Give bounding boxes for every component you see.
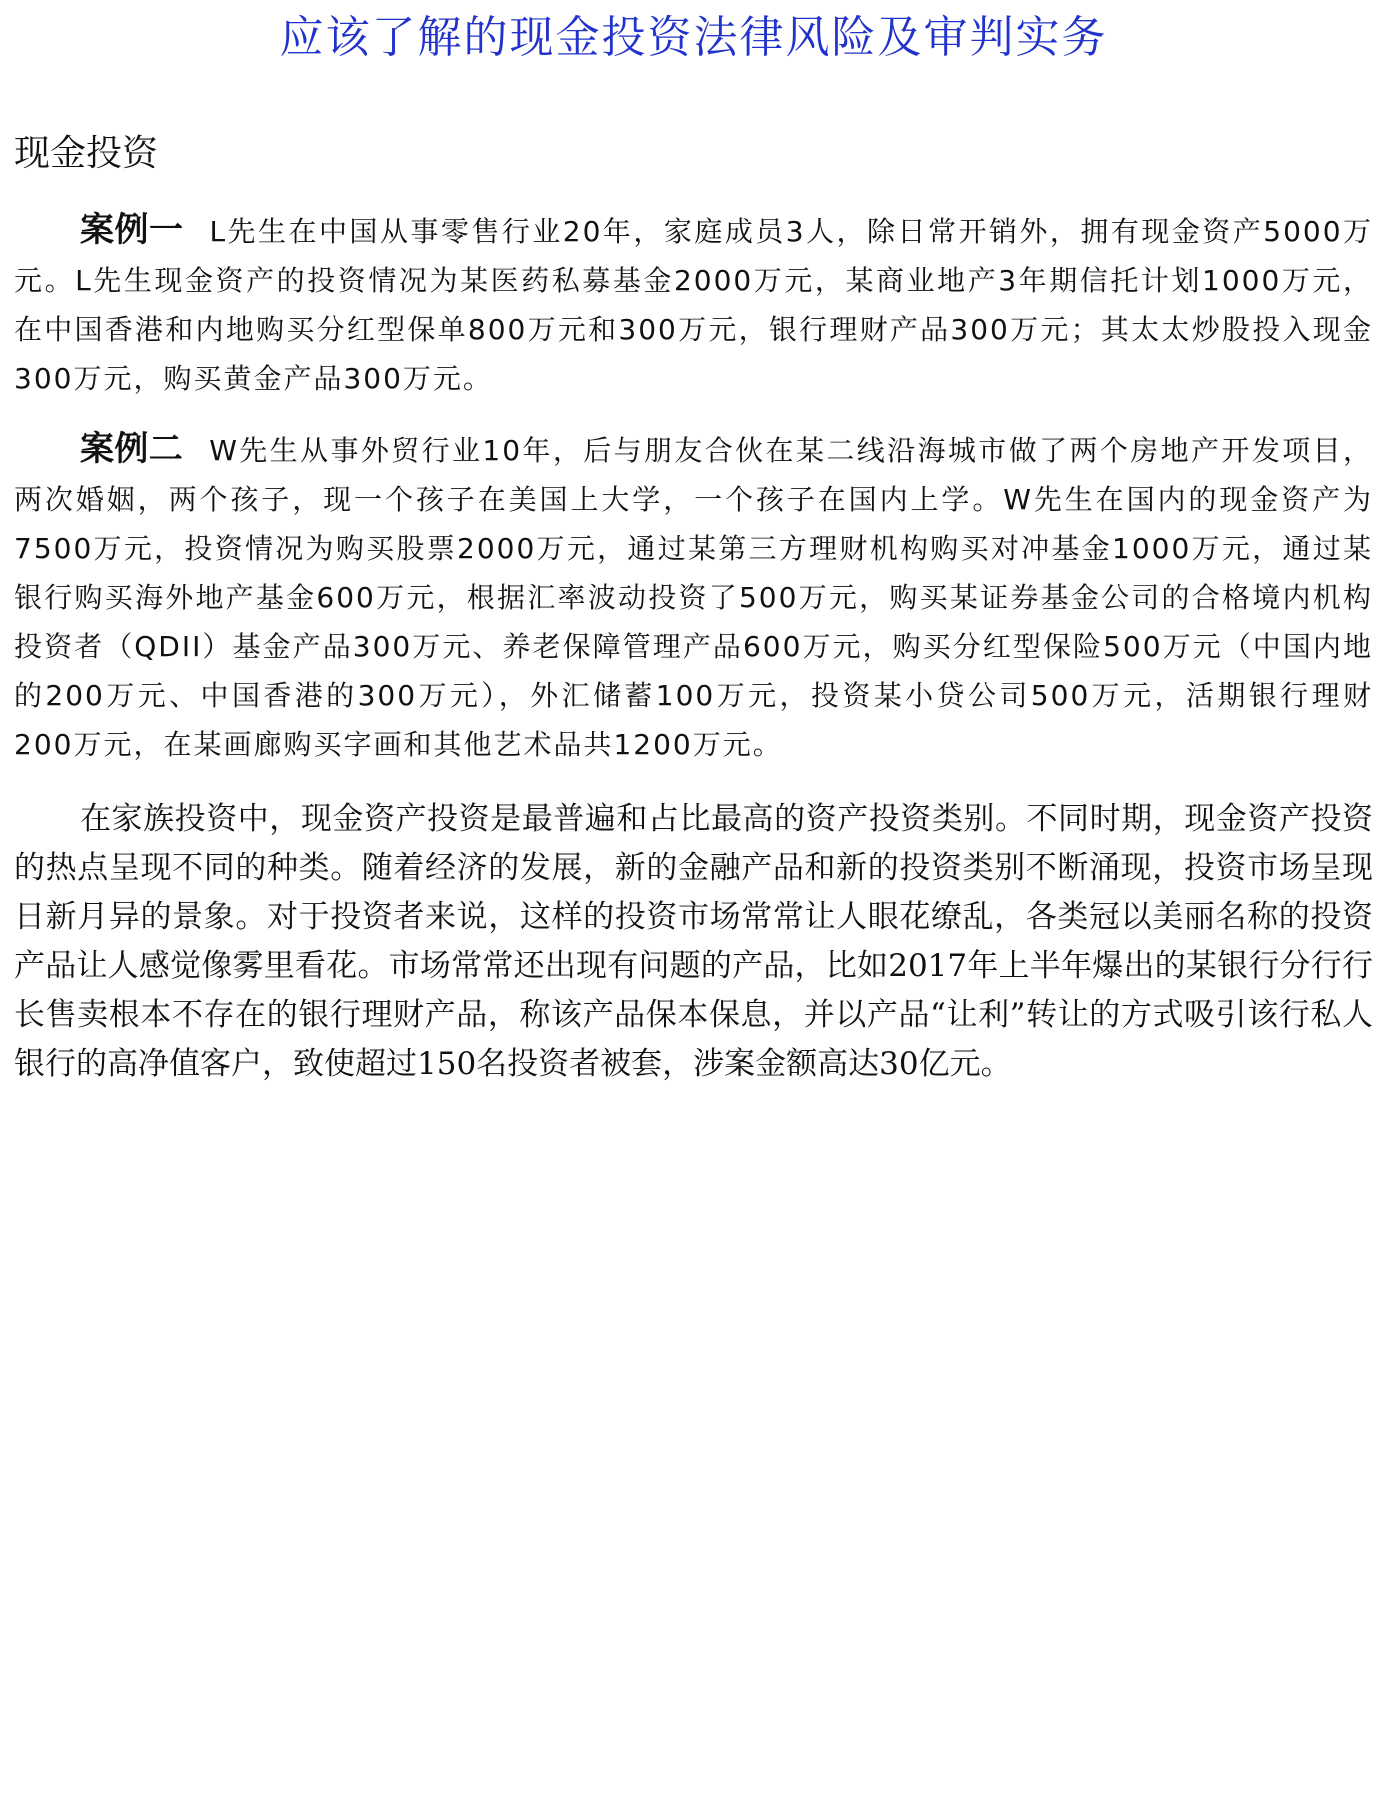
case-one-label: 案例一 (80, 210, 184, 250)
case-one-paragraph (14, 206, 1373, 403)
case-one-text: L先生在中国从事零售行业20年，家庭成员3人，除日常开销外，拥有现金资产5000万元。L先生现金资产的投资情况为某医药私募基金2000万元，某商业地产3年期信托计划1000万元，在中国香港和内地购买分红型保单800万元和300万元，银行理财产品300万元；其太太炒股投入现金300万元，购买黄金产品300万元。 (14, 215, 1373, 395)
case-two-label: 案例二 (80, 429, 184, 469)
body-paragraph: 在家族投资中，现金资产投资是最普遍和占比最高的资产投资类别。不同时期，现金资产投资的热点呈现不同的种类。随着经济的发展，新的金融产品和新的投资类别不断涌现，投资市场呈现日新月异的景象。对于投资者来说，这样的投资市场常常让人眼花缭乱，各类冠以美丽名称的投资产品让人感觉像雾里看花。市场常常还出现有问题的产品，比如2017年上半年爆出的某银行分行行长售卖根本不存在的银行理财产品，称该产品保本保息，并以产品“让利”转让的方式吸引该行私人银行的高净值客户，致使超过150名投资者被套，涉案金额高达30亿元。 (14, 801, 1373, 1082)
section-heading: 现金投资 (14, 133, 159, 174)
document-title: 应该了解的现金投资法律风险及审判实务 (279, 12, 1108, 63)
case-two-paragraph (14, 425, 1373, 769)
case-two-text: W先生从事外贸行业10年，后与朋友合伙在某二线沿海城市做了两个房地产开发项目，两次婚姻，两个孩子，现一个孩子在美国上大学，一个孩子在国内上学。W先生在国内的现金资产为7500万元，投资情况为购买股票2000万元，通过某第三方理财机构购买对冲基金1000万元，通过某银行购买海外地产基金600万元，根据汇率波动投资了500万元，购买某证券基金公司的合格境内机构投资者（QDII）基金产品300万元、养老保障管理产品600万元，购买分红型保险500万元（中国内地的200万元、中国香港的300万元），外汇储蓄100万元，投资某小贷公司500万元，活期银行理财200万元，在某画廊购买字画和其他艺术品共1200万元。 (14, 434, 1374, 761)
